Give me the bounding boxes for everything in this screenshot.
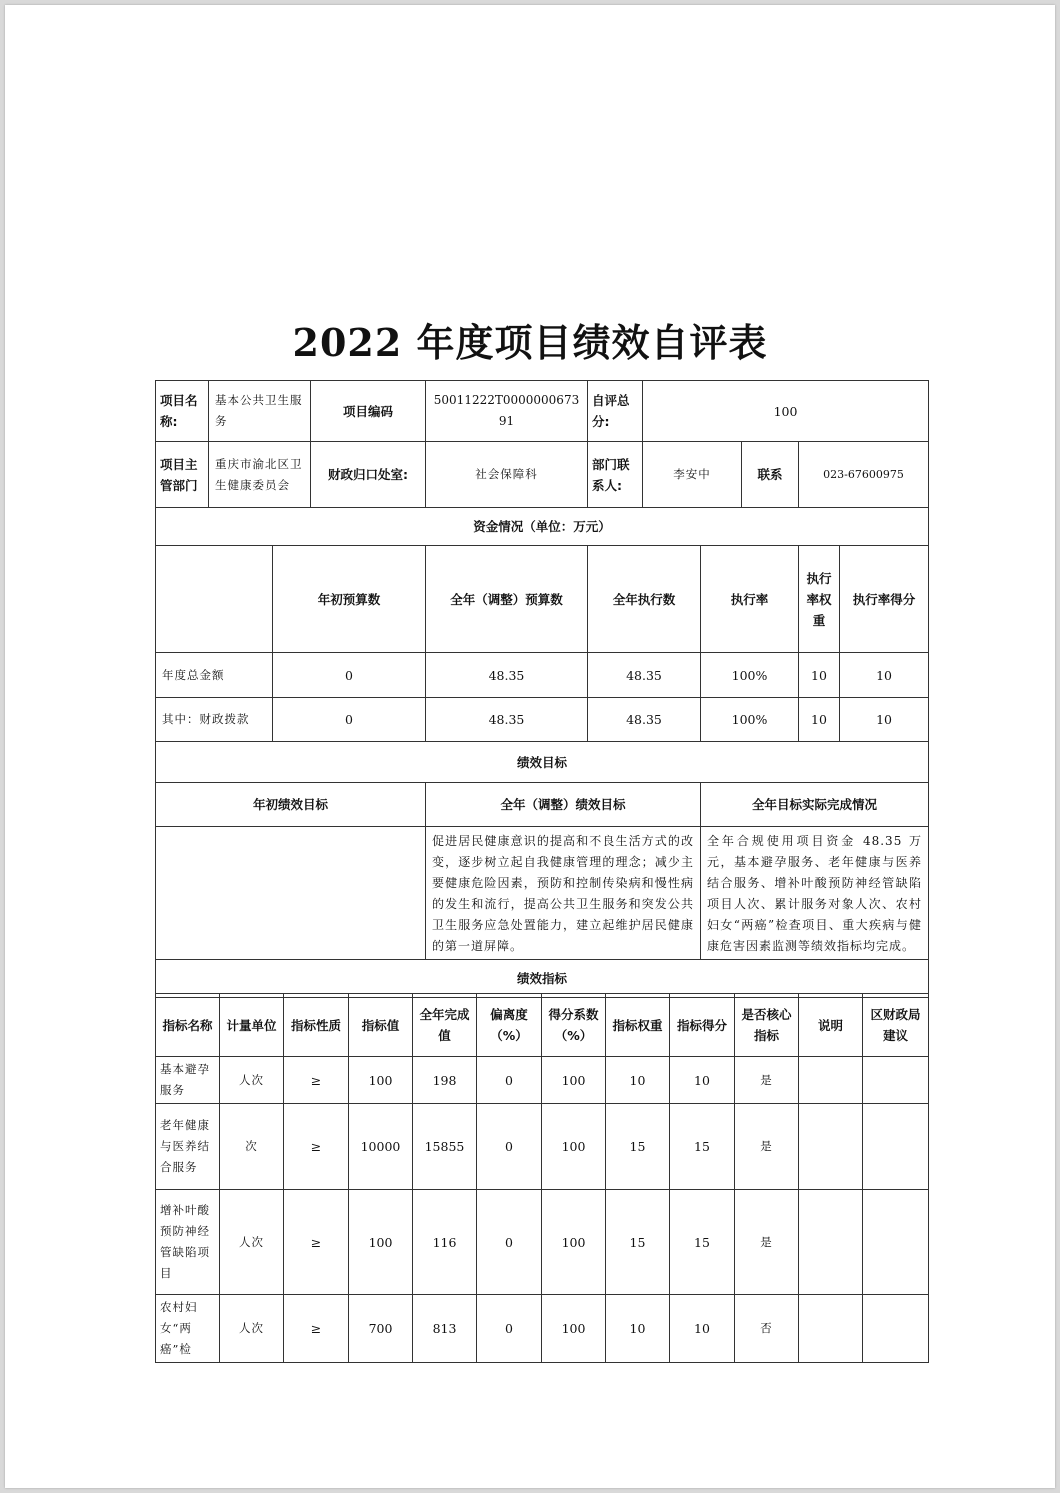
- ind-score: 15: [670, 1190, 735, 1295]
- ind-actual: 198: [413, 1057, 477, 1104]
- ind-weight: 10: [606, 1295, 670, 1363]
- ind-advice: [863, 1190, 929, 1295]
- ind-name: 农村妇女“两癌”检: [156, 1295, 220, 1363]
- ind-weight: 15: [606, 1104, 670, 1190]
- phone-value: 023-67600975: [799, 442, 929, 508]
- ind-core: 是: [735, 1057, 799, 1104]
- ind-note: [799, 1057, 863, 1104]
- ind-unit: 次: [220, 1104, 284, 1190]
- indicators-header-row: [156, 994, 929, 1057]
- ind-advice: [863, 1057, 929, 1104]
- score-value: 100: [643, 381, 929, 442]
- goals-header-row: [156, 783, 929, 827]
- ind-nature: ≥: [284, 1104, 349, 1190]
- ind-deviation: 0: [477, 1295, 542, 1363]
- ind-col-actual: 全年完成值: [413, 994, 477, 1057]
- funds-row-label: 其中：财政拨款: [156, 698, 273, 742]
- table-row: [156, 1190, 929, 1295]
- ind-actual: 116: [413, 1190, 477, 1295]
- ind-unit: 人次: [220, 1057, 284, 1104]
- ind-advice: [863, 1295, 929, 1363]
- goals-adjusted-text: 促进居民健康意识的提高和不良生活方式的改变，逐步树立起自我健康管理的理念；减少主要健康危险因素，预防和控制传染病和慢性病的发生和流行，提高公共卫生服务和突发公共卫生服务应急处置能力，建立起维护居民健康的第一道屏障。: [426, 827, 701, 960]
- finance-label: 财政归口处室:: [311, 442, 426, 508]
- ind-weight: 15: [606, 1190, 670, 1295]
- indicators-section-title: 绩效指标: [156, 960, 929, 998]
- project-name-value: 基本公共卫生服务: [209, 381, 311, 442]
- ind-deviation: 0: [477, 1057, 542, 1104]
- funds-header-row: [156, 546, 929, 653]
- ind-coef: 100: [542, 1104, 606, 1190]
- table-row: [156, 1295, 929, 1363]
- funds-cell: 48.35: [426, 653, 588, 698]
- ind-score: 10: [670, 1295, 735, 1363]
- ind-deviation: 0: [477, 1190, 542, 1295]
- ind-actual: 813: [413, 1295, 477, 1363]
- funds-cell: 48.35: [588, 698, 701, 742]
- ind-note: [799, 1190, 863, 1295]
- score-label: 自评总分:: [588, 381, 643, 442]
- ind-target: 100: [349, 1057, 413, 1104]
- ind-col-name: 指标名称: [156, 994, 220, 1057]
- dept-value: 重庆市渝北区卫生健康委员会: [209, 442, 311, 508]
- funds-corner: [156, 546, 273, 653]
- funds-col-executed: 全年执行数: [588, 546, 701, 653]
- ind-note: [799, 1295, 863, 1363]
- funds-row: [156, 653, 929, 698]
- ind-unit: 人次: [220, 1190, 284, 1295]
- goals-actual-text: 全年合规使用项目资金 48.35 万元，基本避孕服务、老年健康与医养结合服务、增补叶酸预防神经管缺陷项目人次、累计服务对象人次、农村妇女“两癌”检查项目、重大疾病与健康危害因素监测等绩效指标均完成。: [701, 827, 929, 960]
- funds-col-weight: 执行率权重: [799, 546, 840, 653]
- ind-score: 15: [670, 1104, 735, 1190]
- ind-nature: ≥: [284, 1190, 349, 1295]
- funds-cell: 10: [799, 698, 840, 742]
- ind-col-unit: 计量单位: [220, 994, 284, 1057]
- funds-col-rate: 执行率: [701, 546, 799, 653]
- funds-cell: 0: [273, 698, 426, 742]
- ind-col-score: 指标得分: [670, 994, 735, 1057]
- ind-col-coef: 得分系数（%）: [542, 994, 606, 1057]
- funds-col-adjusted: 全年（调整）预算数: [426, 546, 588, 653]
- funds-row-label: 年度总金额: [156, 653, 273, 698]
- funds-col-initial: 年初预算数: [273, 546, 426, 653]
- page-title: 2022 年度项目绩效自评表: [292, 320, 768, 365]
- funds-cell: 10: [840, 653, 929, 698]
- funds-cell: 10: [840, 698, 929, 742]
- ind-col-target: 指标值: [349, 994, 413, 1057]
- funds-cell: 100%: [701, 698, 799, 742]
- funds-cell: 0: [273, 653, 426, 698]
- ind-target: 700: [349, 1295, 413, 1363]
- table-row: [156, 1057, 929, 1104]
- goals-col-actual: 全年目标实际完成情况: [701, 783, 929, 827]
- ind-score: 10: [670, 1057, 735, 1104]
- ind-actual: 15855: [413, 1104, 477, 1190]
- ind-coef: 100: [542, 1190, 606, 1295]
- project-code-value: 50011222T000000067391: [426, 381, 588, 442]
- ind-note: [799, 1104, 863, 1190]
- funds-cell: 48.35: [426, 698, 588, 742]
- ind-core: 是: [735, 1104, 799, 1190]
- funds-col-score: 执行率得分: [840, 546, 929, 653]
- funds-cell: 10: [799, 653, 840, 698]
- ind-col-deviation: 偏离度（%）: [477, 994, 542, 1057]
- ind-nature: ≥: [284, 1057, 349, 1104]
- evaluation-table: [155, 380, 929, 998]
- ind-col-note: 说明: [799, 994, 863, 1057]
- contact-value: 李安中: [643, 442, 742, 508]
- header-row-1: [156, 381, 929, 442]
- project-name-label: 项目名称:: [156, 381, 209, 442]
- ind-col-advice: 区财政局建议: [863, 994, 929, 1057]
- ind-core: 否: [735, 1295, 799, 1363]
- ind-nature: ≥: [284, 1295, 349, 1363]
- funds-cell: 48.35: [588, 653, 701, 698]
- ind-target: 10000: [349, 1104, 413, 1190]
- ind-core: 是: [735, 1190, 799, 1295]
- goals-col-initial: 年初绩效目标: [156, 783, 426, 827]
- ind-unit: 人次: [220, 1295, 284, 1363]
- ind-deviation: 0: [477, 1104, 542, 1190]
- finance-value: 社会保障科: [426, 442, 588, 508]
- table-row: [156, 1104, 929, 1190]
- phone-label: 联系: [742, 442, 799, 508]
- funds-section-title: 资金情况（单位：万元）: [156, 508, 929, 546]
- project-code-label: 项目编码: [311, 381, 426, 442]
- ind-name: 基本避孕服务: [156, 1057, 220, 1104]
- ind-coef: 100: [542, 1295, 606, 1363]
- ind-col-core: 是否核心指标: [735, 994, 799, 1057]
- ind-col-weight: 指标权重: [606, 994, 670, 1057]
- ind-weight: 10: [606, 1057, 670, 1104]
- goals-content-row: [156, 827, 929, 960]
- ind-name: 增补叶酸预防神经管缺陷项目: [156, 1190, 220, 1295]
- indicators-table: [155, 993, 929, 1363]
- funds-row: [156, 698, 929, 742]
- goals-initial-text: [156, 827, 426, 960]
- funds-cell: 100%: [701, 653, 799, 698]
- goals-section-title: 绩效目标: [156, 742, 929, 783]
- contact-label: 部门联系人:: [588, 442, 643, 508]
- goals-col-adjusted: 全年（调整）绩效目标: [426, 783, 701, 827]
- ind-advice: [863, 1104, 929, 1190]
- header-row-2: [156, 442, 929, 508]
- ind-coef: 100: [542, 1057, 606, 1104]
- ind-name: 老年健康与医养结合服务: [156, 1104, 220, 1190]
- dept-label: 项目主管部门: [156, 442, 209, 508]
- ind-col-nature: 指标性质: [284, 994, 349, 1057]
- ind-target: 100: [349, 1190, 413, 1295]
